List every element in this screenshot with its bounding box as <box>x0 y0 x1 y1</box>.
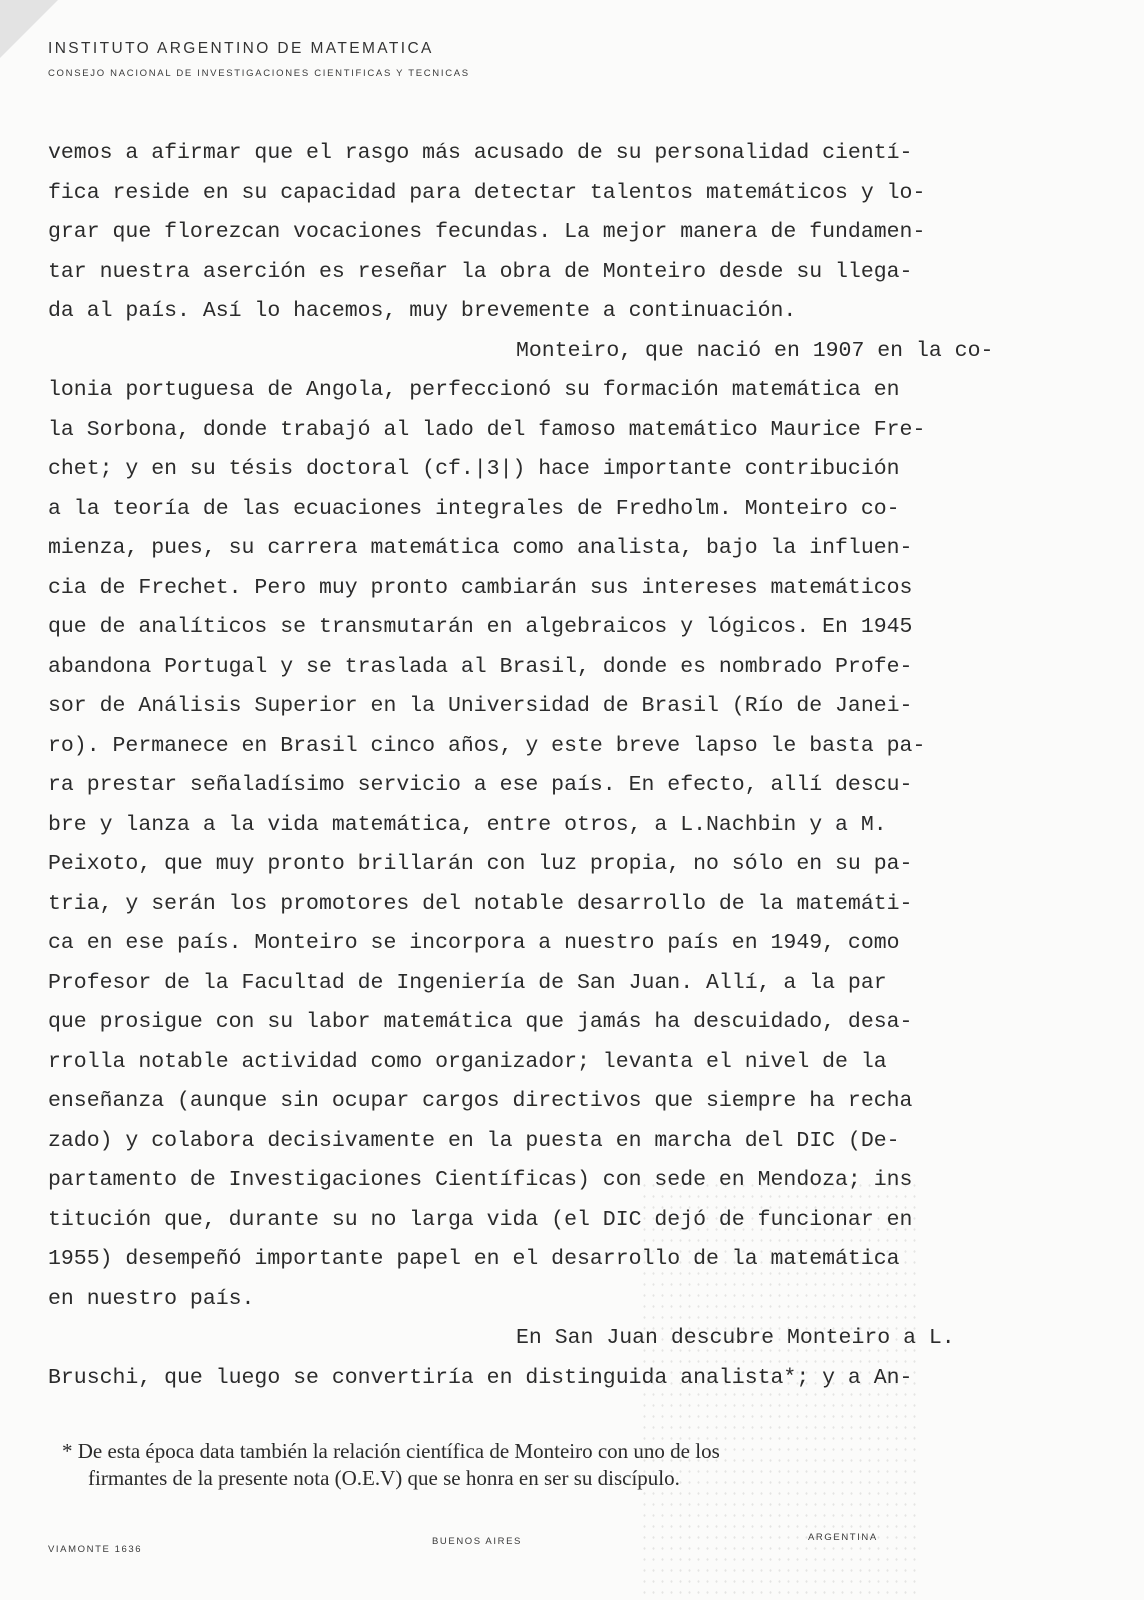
body-line: que prosigue con su labor matemática que jamás ha descuidado, desa- <box>48 1010 913 1034</box>
footer-country: ARGENTINA <box>808 1532 878 1543</box>
body-line-paragraph-start: Monteiro, que nació en 1907 en la co- <box>516 338 994 363</box>
body-line: Profesor de la Facultad de Ingeniería de San Juan. Allí, a la par <box>48 970 887 995</box>
body-line: rrolla notable actividad como organizador; levanta el nivel de la <box>48 1049 887 1074</box>
body-line: partamento de Investigaciones Científicas) con sede en Mendoza; ins <box>48 1168 913 1192</box>
body-line: lonia portuguesa de Angola, perfeccionó su formación matemática en <box>48 378 900 402</box>
body-line: 1955) desempeñó importante papel en el desarrollo de la matemática <box>48 1247 900 1271</box>
body-line: ra prestar señaladísimo servicio a ese país. En efecto, allí descu- <box>48 773 913 797</box>
body-line: cia de Frechet. Pero muy pronto cambiarán sus intereses matemáticos <box>48 575 913 600</box>
body-line: ro). Permanece en Brasil cinco años, y este breve lapso le basta pa- <box>48 733 926 758</box>
body-line: abandona Portugal y se traslada al Brasil, donde es nombrado Profe- <box>48 654 913 679</box>
body-line: chet; y en su tésis doctoral (cf.|3|) hace importante contribución <box>48 457 900 481</box>
body-line: grar que florezcan vocaciones fecundas. La mejor manera de fundamen- <box>48 220 926 244</box>
body-line: tria, y serán los promotores del notable desarrollo de la matemáti- <box>48 891 913 916</box>
body-line: titución que, durante su no larga vida (el DIC dejó de funcionar en <box>48 1207 913 1232</box>
body-line: mienza, pues, su carrera matemática como analista, bajo la influen- <box>48 536 913 560</box>
letterhead <box>48 40 470 79</box>
footnote <box>62 1438 1102 1492</box>
body-line: Peixoto, que muy pronto brillarán con luz propia, no sólo en su pa- <box>48 852 913 876</box>
body-text <box>48 134 1093 1398</box>
body-line: tar nuestra aserción es reseñar la obra de Monteiro desde su llega- <box>48 259 913 284</box>
body-line: Bruschi, que luego se convertiría en distinguida analista*; y a An- <box>48 1365 913 1390</box>
body-line: en nuestro país. <box>48 1286 255 1311</box>
institute-name: INSTITUTO ARGENTINO DE MATEMATICA <box>48 40 434 57</box>
body-line: sor de Análisis Superior en la Universidad de Brasil (Río de Janei- <box>48 694 913 718</box>
body-line: que de analíticos se transmutarán en algebraicos y lógicos. En 1945 <box>48 615 913 639</box>
body-line: vemos a afirmar que el rasgo más acusado de su personalidad cientí- <box>48 141 913 165</box>
body-line: zado) y colabora decisivamente en la puesta en marcha del DIC (De- <box>48 1128 900 1153</box>
footer-city: BUENOS AIRES <box>432 1536 522 1547</box>
body-line: enseñanza (aunque sin ocupar cargos directivos que siempre ha recha <box>48 1089 913 1113</box>
footnote-line-1 <box>62 1438 1102 1465</box>
body-line: fica reside en su capacidad para detectar talentos matemáticos y lo- <box>48 180 926 205</box>
body-line: la Sorbona, donde trabajó al lado del famoso matemático Maurice Fre- <box>48 417 926 442</box>
footer-street: VIAMONTE 1636 <box>48 1544 143 1555</box>
body-line: bre y lanza a la vida matemática, entre otros, a L.Nachbin y a M. <box>48 812 887 837</box>
footnote-line-2: firmantes de la presente nota (O.E.V) que se honra en ser su discípulo. <box>88 1466 680 1490</box>
body-line-paragraph-start: En San Juan descubre Monteiro a L. <box>516 1326 955 1350</box>
council-name: CONSEJO NACIONAL DE INVESTIGACIONES CIENTIFICAS Y TECNICAS <box>48 68 470 79</box>
body-line: da al país. Así lo hacemos, muy brevemente a continuación. <box>48 299 797 323</box>
footnote-text-1: De esta época data también la relación científica de Monteiro con uno de los <box>77 1439 720 1463</box>
footnote-marker: * <box>62 1439 73 1463</box>
body-line: a la teoría de las ecuaciones integrales de Fredholm. Monteiro co- <box>48 496 900 521</box>
body-line: ca en ese país. Monteiro se incorpora a nuestro país en 1949, como <box>48 931 900 955</box>
